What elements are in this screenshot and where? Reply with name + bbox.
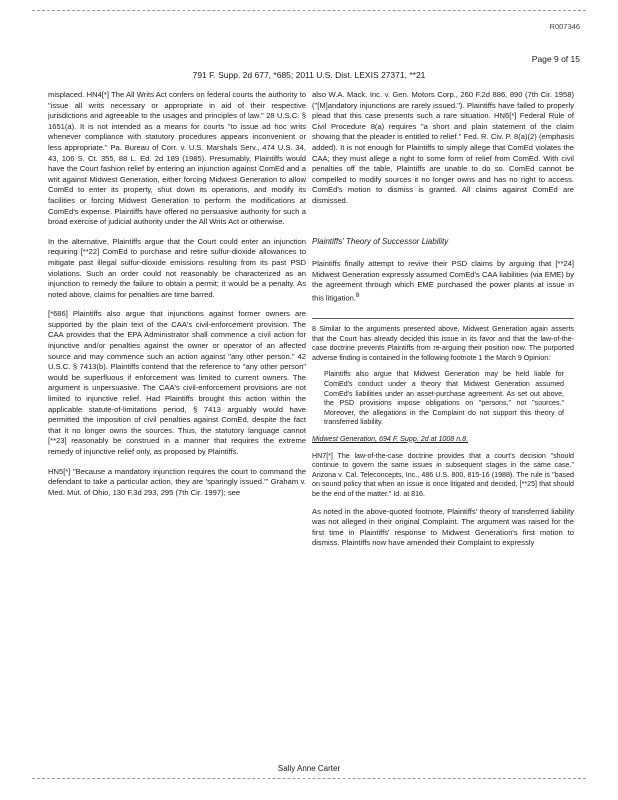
right-paragraph-2 [312,259,574,304]
footnote-quote-source[interactable]: Midwest Generation, 694 F. Supp. 2d at 1008 n.8. [312,434,469,443]
right-paragraph-3: As noted in the above-quoted footnote, Plaintiffs' theory of transferred liability was not alleged in their original Complaint. The argument was raised for the first time in Plaintiffs' response to Midwest Generation's first motion to dismiss. Plaintiffs now have amended their Complaint to expressly [312,506,574,548]
footnote-paragraph-2: HN7[*] The law-of-the-case doctrine provides that a court's decision "should continue to govern the same issues in subsequent stages in the same case." Arizona v. Cal. Teleconcepts, Inc., 486 U.S. 800, 815-16 (1988). The rule is "based on sound policy that when an issue is once litigated and decided, [**25] that should be the end of the matter." Id. at 816. [312,451,574,498]
footer-name: Sally Anne Carter [277,764,341,773]
left-paragraph-2: In the alternative, Plaintiffs argue that the Court could enter an injunction requiring [**22] ComEd to purchase and retire sulfur-dioxide allowances to mitigate past illegal sulfur-dioxide emissions resulting from its past PSD violations. Such an order could not reasonably be characterized as an injunction to remedy the failure to obtain a permit; it would be a penalty. As noted above, claims for penalties are time barred. [48,236,306,299]
left-column [48,90,306,507]
footnote-8: 8 Similar to the arguments presented above, Midwest Generation again asserts that the Court has already decided this issue in its favor and that the law-of-the-case doctrine prevents Plaintiffs from re-arguing their position now. The purported adverse finding is contained in the following footnote 1 the March 9 Opinion: [312,325,574,362]
top-dashed-rule [32,10,586,11]
section-heading: Plaintiffs' Theory of Successor Liability [312,236,449,246]
right-column [312,90,574,558]
left-paragraph-1: misplaced. HN4[*] The All Writs Act confers on federal courts the authority to "issue all writs necessary or appropriate in aid of their respective jurisdictions and agreeable to the usages and principles of law." 28 U.S.C. § 1651(a). It is not intended as a means for courts "to issue ad hoc writs whenever compliance with statutory procedures appears inconvenient or less appropriate." Pa. Bureau of Corr. v. U.S. Marshals Serv., 474 U.S. 34, 43, 106 S. Ct. 355, 88 L. Ed. 2d 189 (1985). Presumably, Plaintiffs would have the Court fashion relief by entering an injunction against ComEd and a writ against Midwest Generation, either forcing Midwest Generation to allow ComEd to enter its property, shut down its operations, and modify its facilities or forcing Midwest Generation to perform the modifications at ComEd's expense. Plaintiffs have offered no persuasive authority for such a broad exercise of judicial authority under the All Writs Act or otherwise. [48,90,306,227]
footnote-quote: Plaintiffs also argue that Midwest Generation may be held liable for ComEd's conduct under a theory that Midwest Generation assumed ComEd's liabilities under an asset-purchase agreement. As set out above, the PSD provisions impose obligations on "persons," not "sources." Moreover, the allegations in the Complaint do not support this theory of transferred liability. [324,370,564,427]
case-citation: 791 F. Supp. 2d 677, *685; 2011 U.S. Dist. LEXIS 27371, **21 [192,70,426,80]
bates-number: R007346 [549,22,580,31]
footnote-8-mark[interactable]: 8 [355,291,360,299]
bottom-dashed-rule [32,778,586,779]
footnotes [312,318,574,500]
right-paragraph-1: also W.A. Mack, Inc. v. Gen. Motors Corp., 260 F.2d 886, 890 (7th Cir. 1958) ("[M]andatory injunctions are rarely issued."). Plaintiffs have failed to properly plead that this case presents such a rare situation. HN6[*] Federal Rule of Civil Procedure 8(a) requires "a short and plain statement of the claim showing that the pleader is entitled to relief." Fed. R. Civ. P. 8(a)(2) (emphasis added). It is not enough for Plaintiffs to simply allege that ComEd violates the CAA; they must allege a right to some form of relief from ComEd. With civil penalties off the table, Plaintiffs are unable to do so. ComEd cannot be compelled to modify sources it no longer owns and has no right to access. ComEd's motion to dismiss is granted. All claims against ComEd are dismissed. [312,90,574,205]
left-paragraph-4: HN5[*] "Because a mandatory injunction requires the court to command the defendant to take a particular action, they are 'sparingly issued.'" Graham v. Med. Mut. of Ohio, 130 F.3d 293, 295 (7th Cir. 1997); see [48,466,306,497]
right-paragraph-2-text: Plaintiffs finally attempt to revive their PSD claims by arguing that [**24] Midwest Generation expressly assumed ComEd's CAA liabilities (via EME) by the agreement through which EME purchased the power plants at issue in this litigation. [312,259,574,303]
left-paragraph-3: [*686] Plaintiffs also argue that injunctions against former owners are supported by the plain text of the CAA's civil-enforcement provision. The CAA provides that the EPA Administrator shall commence a civil action for injunctive and/or penalties against the owner or operator of an affected source and may commence such an action against "any other person." 42 U.S.C. § 7413(b). Plaintiffs contend that the reference to "any other person" would be superfluous if enforcement was limited to current owners. The argument is unpersuasive. The CAA's civil-enforcement provisions are not limited to injunctive relief. Had Plaintiffs brought this action within the applicable statute-of-limitations period, § 7413 arguably would have permitted the imposition of civil penalties against ComEd, despite the fact that it no longer owns the sources. Thus, the statutory language cannot [**23] reasonably be construed in a manner that requires the extreme remedy of injunctive relief only, as proposed by Plaintiffs. [48,309,306,456]
page-number: Page 9 of 15 [531,54,580,64]
